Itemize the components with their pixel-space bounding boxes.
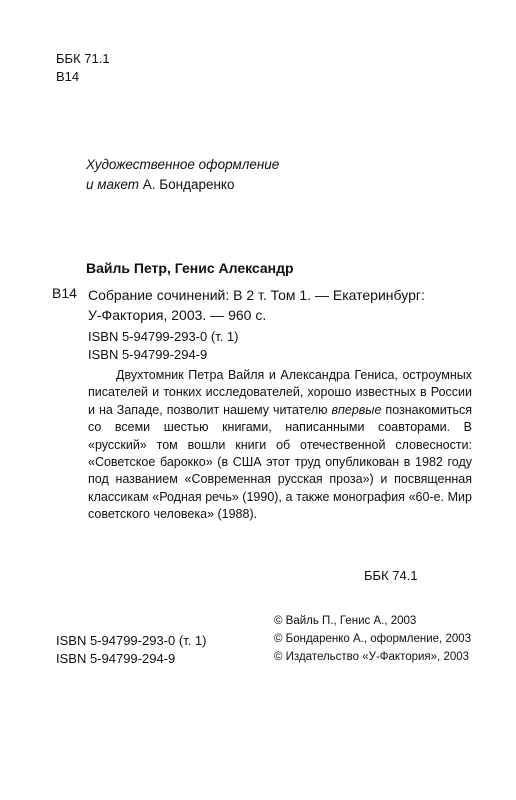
title-line: У-Фактория, 2003. — 960 с. (88, 307, 267, 323)
title-description (88, 285, 425, 325)
isbn-block (88, 328, 238, 364)
bbk-classification-top (56, 50, 110, 86)
bbk-code: ББК 71.1 (56, 51, 110, 66)
credit-name: А. Бондаренко (139, 177, 235, 192)
author-code: В14 (52, 285, 77, 301)
bbk-classification-bottom: ББК 74.1 (364, 568, 418, 583)
credit-line-2: и макет (86, 177, 139, 192)
annotation-part-2: познакомиться со всеми шестью книгами, написанными соавторами. В «русский» том вошли книги об отечественной словесности: «Советское барокко» (в США этот труд опубликован в 1982 году под названием «Современная русская проза») и посвященная классикам «Родная речь» (1990), а также монография «60-е. Мир советского человека» (1988). (88, 402, 472, 522)
author-index: В14 (56, 69, 80, 84)
copyright-line: © Бондаренко А., оформление, 2003 (274, 633, 472, 645)
isbn-line: ISBN 5-94799-294-9 (88, 347, 208, 362)
isbn-line: ISBN 5-94799-294-9 (56, 651, 176, 666)
credit-line-1: Художественное оформление (86, 157, 280, 172)
annotation (88, 367, 472, 524)
annotation-part-1: Двухтомник Петра Вайля и Александра Гениса, остроумных писателей и тонких исследователей, хорошо известных в России и на Западе, позволит нашему читателю (88, 368, 472, 417)
design-credit (86, 155, 279, 195)
copyright-line: © Вайль П., Генис А., 2003 (274, 615, 417, 627)
isbn-line: ISBN 5-94799-293-0 (т. 1) (56, 633, 207, 648)
isbn-line: ISBN 5-94799-293-0 (т. 1) (88, 329, 239, 344)
copyright-line: © Издательство «У-Фактория», 2003 (274, 651, 470, 663)
author-heading: Вайль Петр, Генис Александр (86, 260, 294, 276)
isbn-block-bottom (56, 632, 206, 668)
copyright-block (274, 612, 471, 666)
title-line: Собрание сочинений: В 2 т. Том 1. — Екатеринбург: (88, 287, 425, 303)
annotation-emphasis: впервые (331, 402, 382, 417)
